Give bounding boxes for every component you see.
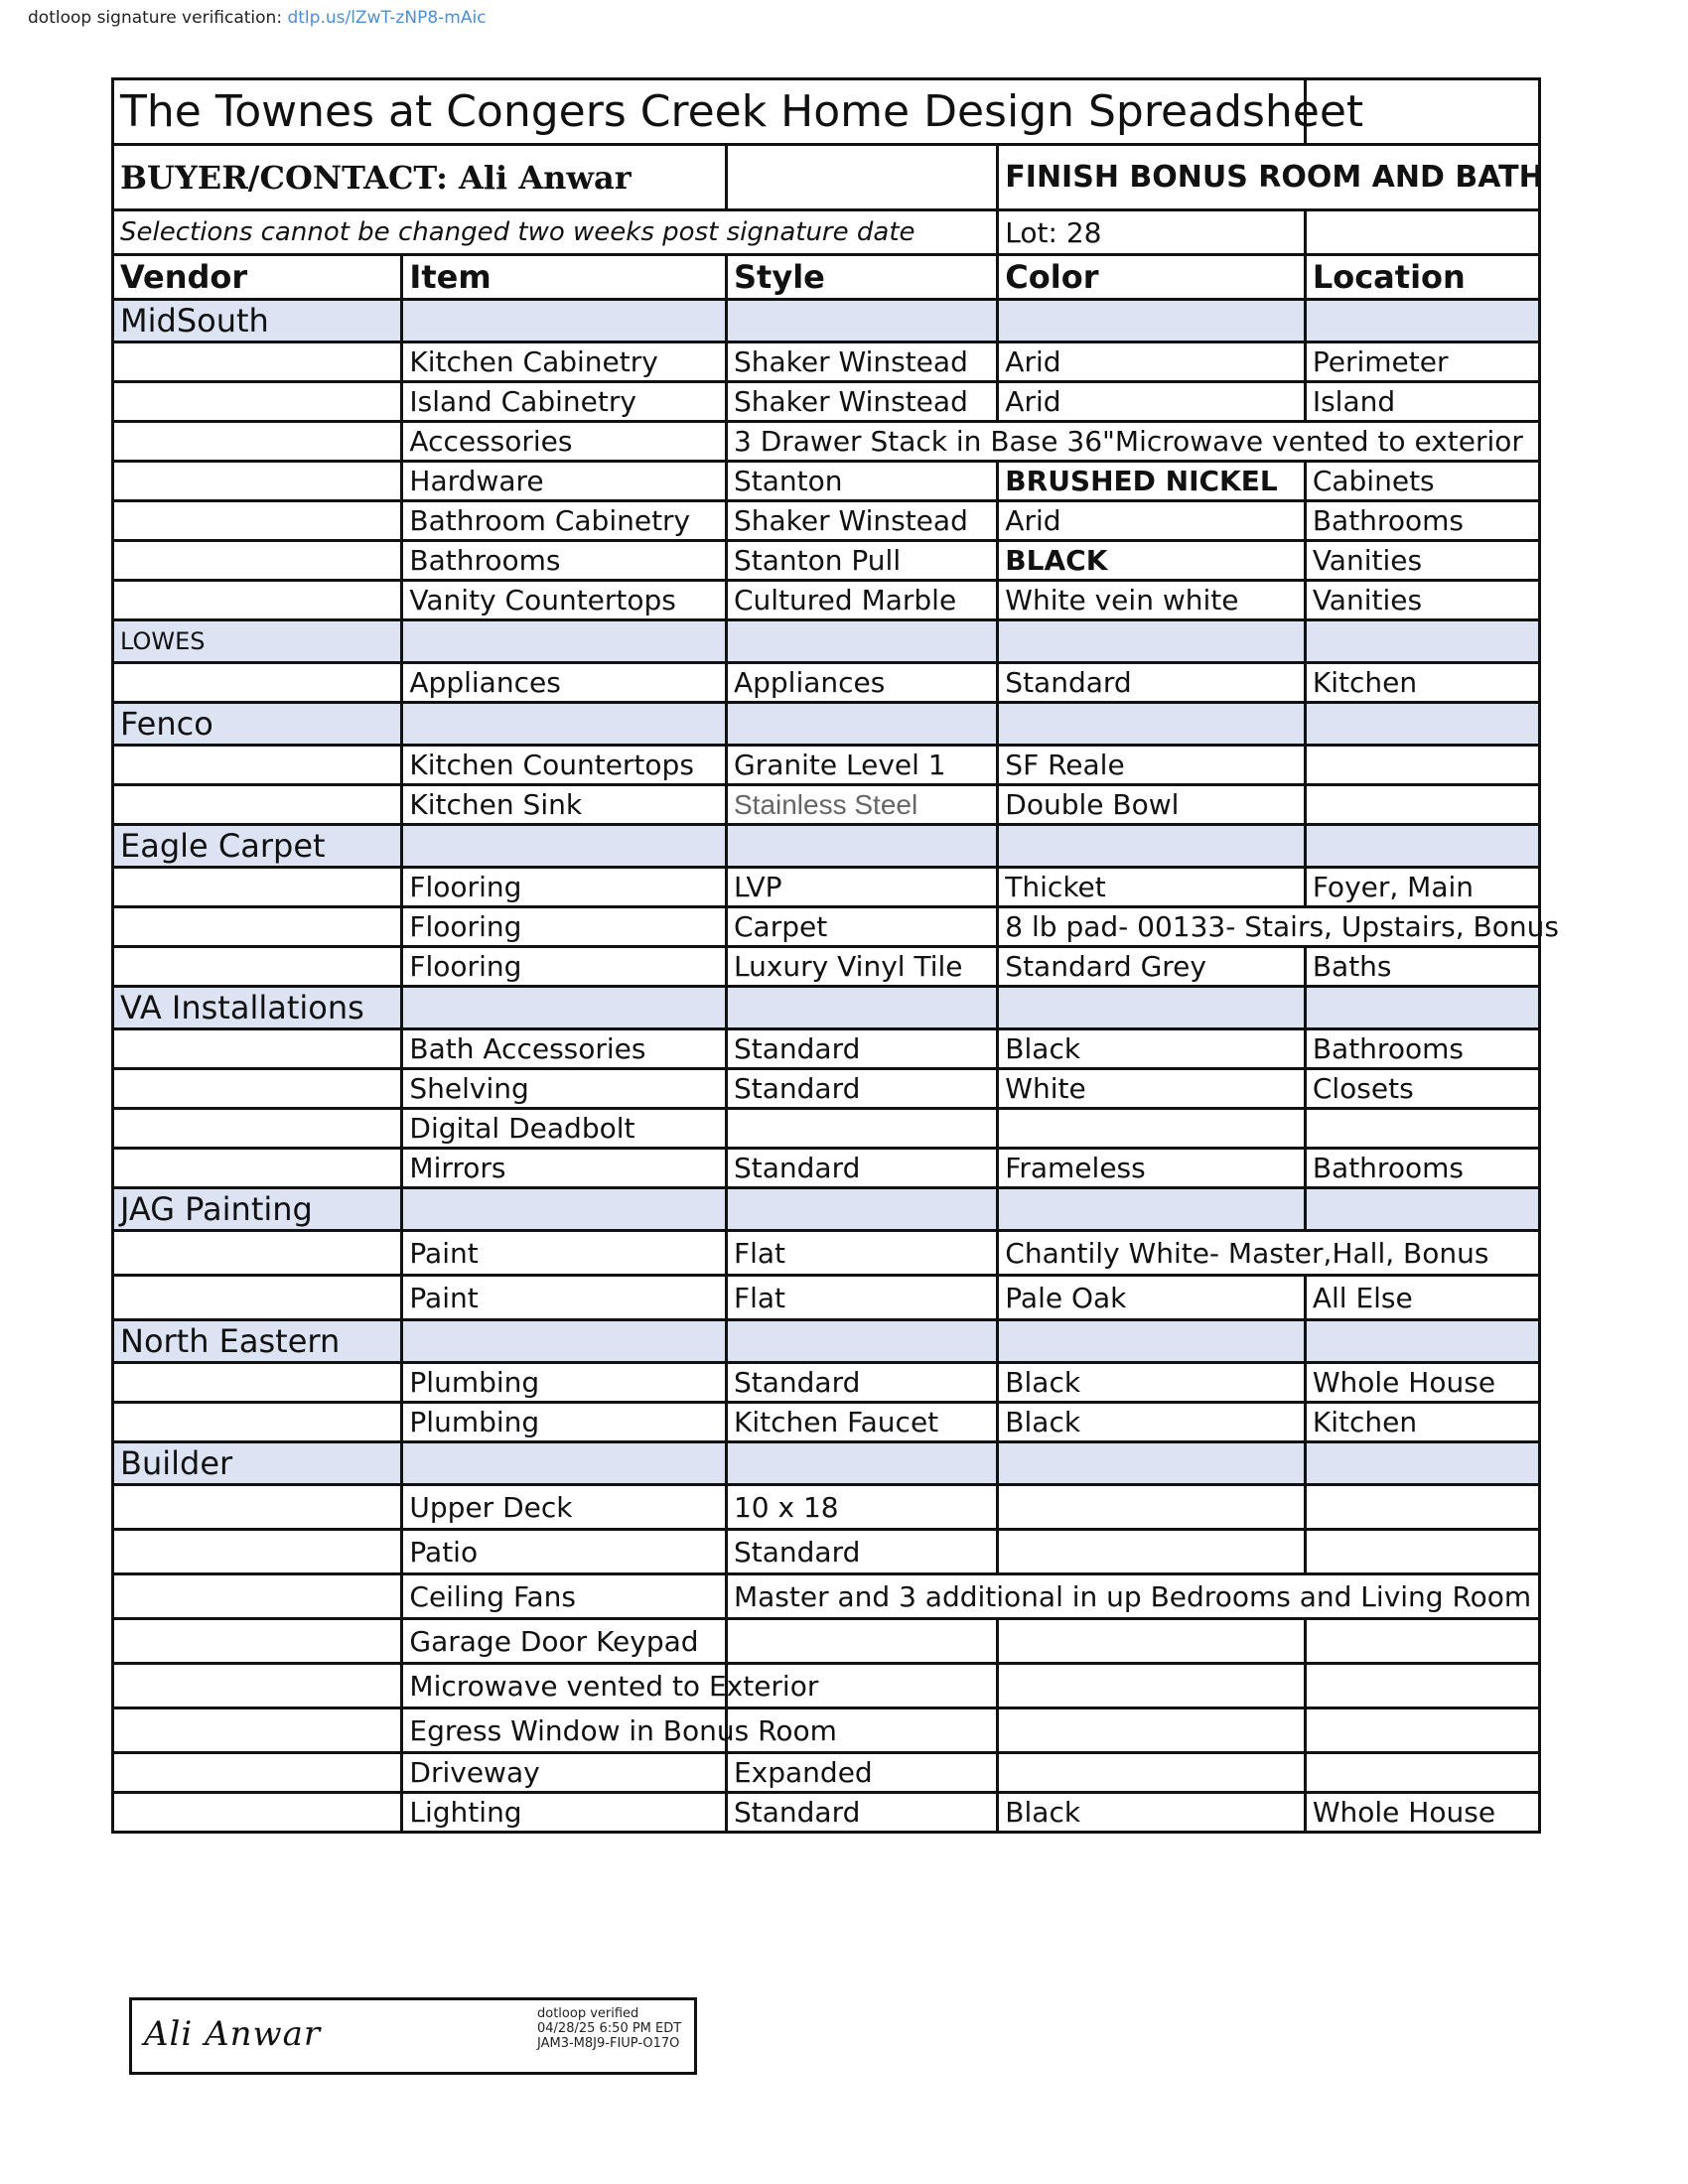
group-empty-cell	[402, 703, 727, 746]
style-cell: LVP	[726, 868, 997, 907]
item-cell: Garage Door Keypad	[402, 1619, 727, 1664]
group-empty-cell	[402, 825, 727, 868]
style-cell: Standard	[726, 1793, 997, 1833]
column-header-color: Color	[998, 255, 1306, 300]
table-row	[113, 342, 1540, 382]
group-empty-cell	[998, 987, 1306, 1029]
vendor-cell-empty	[113, 1149, 402, 1188]
color-cell: Black	[998, 1029, 1306, 1069]
table-row	[113, 501, 1540, 541]
vendor-name: VA Installations	[113, 987, 402, 1029]
table-row	[113, 422, 1540, 462]
table-row	[113, 746, 1540, 785]
vendor-group-row	[113, 620, 1540, 663]
sheet-title: The Townes at Congers Creek Home Design Spreadsheet	[113, 79, 1306, 145]
vendor-cell-empty	[113, 868, 402, 907]
table-row	[113, 947, 1540, 987]
handwritten-signature: Ali Anwar	[144, 2014, 322, 2054]
signature-verification	[28, 8, 487, 28]
column-header-location: Location	[1305, 255, 1539, 300]
item-cell: Flooring	[402, 907, 727, 947]
group-empty-cell	[402, 300, 727, 342]
item-cell: Plumbing	[402, 1363, 727, 1403]
color-cell: White vein white	[998, 581, 1306, 620]
style-cell: Flat	[726, 1276, 997, 1320]
vendor-cell-empty	[113, 1485, 402, 1530]
vendor-cell-empty	[113, 907, 402, 947]
style-cell: Granite Level 1	[726, 746, 997, 785]
location-cell	[1305, 746, 1539, 785]
package-label: FINISH BONUS ROOM AND BATH	[998, 145, 1540, 210]
item-cell: Kitchen Sink	[402, 785, 727, 825]
style-cell: Shaker Winstead	[726, 342, 997, 382]
color-cell: Double Bowl	[998, 785, 1306, 825]
location-cell	[1305, 1708, 1539, 1753]
location-cell: Island	[1305, 382, 1539, 422]
table-row	[113, 907, 1540, 947]
item-cell: Digital Deadbolt	[402, 1109, 727, 1149]
style-cell: Appliances	[726, 663, 997, 703]
table-row	[113, 663, 1540, 703]
table-row	[113, 1109, 1540, 1149]
group-empty-cell	[998, 1442, 1306, 1485]
group-empty-cell	[998, 825, 1306, 868]
group-empty-cell	[1305, 1442, 1539, 1485]
buyer-row	[113, 145, 1540, 210]
vendor-cell-empty	[113, 422, 402, 462]
signature-box	[129, 1997, 697, 2075]
group-empty-cell	[726, 300, 997, 342]
vendor-cell-empty	[113, 1363, 402, 1403]
color-cell	[998, 1619, 1306, 1664]
style-cell: Standard	[726, 1069, 997, 1109]
vendor-cell-empty	[113, 501, 402, 541]
location-cell	[1305, 1619, 1539, 1664]
style-cell: Shaker Winstead	[726, 501, 997, 541]
color-cell: Standard Grey	[998, 947, 1306, 987]
color-cell	[998, 1485, 1306, 1530]
vendor-cell-empty	[113, 382, 402, 422]
vendor-cell-empty	[113, 1069, 402, 1109]
group-empty-cell	[402, 620, 727, 663]
location-cell	[1305, 1109, 1539, 1149]
vendor-cell-empty	[113, 746, 402, 785]
group-empty-cell	[1305, 703, 1539, 746]
color-cell: BRUSHED NICKEL	[998, 462, 1306, 501]
group-empty-cell	[402, 1442, 727, 1485]
item-cell: Bathrooms	[402, 541, 727, 581]
location-cell: Closets	[1305, 1069, 1539, 1109]
color-cell	[998, 1708, 1306, 1753]
location-cell	[1305, 785, 1539, 825]
group-empty-cell	[1305, 1188, 1539, 1231]
title-row	[113, 79, 1540, 145]
color-cell: Arid	[998, 501, 1306, 541]
buyer-empty-cell	[726, 145, 997, 210]
item-cell: Ceiling Fans	[402, 1574, 727, 1619]
item-cell: Kitchen Countertops	[402, 746, 727, 785]
group-empty-cell	[726, 825, 997, 868]
vendor-group-row	[113, 1188, 1540, 1231]
vendor-name: JAG Painting	[113, 1188, 402, 1231]
color-cell	[998, 1109, 1306, 1149]
item-cell: Appliances	[402, 663, 727, 703]
verification-label: dotloop signature verification:	[28, 8, 283, 28]
item-cell: Lighting	[402, 1793, 727, 1833]
verification-link[interactable]: dtlp.us/lZwT-zNP8-mAic	[287, 8, 487, 28]
location-cell: Vanities	[1305, 541, 1539, 581]
item-cell: Upper Deck	[402, 1485, 727, 1530]
column-header-item: Item	[402, 255, 727, 300]
group-empty-cell	[998, 1188, 1306, 1231]
style-cell: Standard	[726, 1029, 997, 1069]
style-cell: Stainless Steel	[726, 785, 997, 825]
item-cell: Microwave vented to Exterior	[402, 1664, 727, 1708]
lot-number: Lot: 28	[998, 210, 1306, 255]
stamp-line-1: dotloop verified	[537, 2006, 639, 2021]
table-row	[113, 1793, 1540, 1833]
location-cell: Kitchen	[1305, 663, 1539, 703]
vendor-cell-empty	[113, 1664, 402, 1708]
style-cell	[726, 1109, 997, 1149]
selection-note: Selections cannot be changed two weeks post signature date	[113, 210, 998, 255]
style-cell: Kitchen Faucet	[726, 1403, 997, 1442]
style-cell: 10 x 18	[726, 1485, 997, 1530]
location-cell: Vanities	[1305, 581, 1539, 620]
vendor-name: Builder	[113, 1442, 402, 1485]
table-row	[113, 1403, 1540, 1442]
style-cell: Expanded	[726, 1753, 997, 1793]
color-cell: White	[998, 1069, 1306, 1109]
group-empty-cell	[998, 703, 1306, 746]
style-color-location-span-cell: Master and 3 additional in up Bedrooms and Living Room	[726, 1574, 1539, 1619]
group-empty-cell	[1305, 825, 1539, 868]
item-cell: Egress Window in Bonus Room	[402, 1708, 727, 1753]
item-cell: Accessories	[402, 422, 727, 462]
buyer-contact: BUYER/CONTACT: Ali Anwar	[113, 145, 727, 210]
table-row	[113, 1530, 1540, 1574]
item-cell: Flooring	[402, 947, 727, 987]
style-cell: Carpet	[726, 907, 997, 947]
table-row	[113, 462, 1540, 501]
note-row	[113, 210, 1540, 255]
color-cell: Black	[998, 1793, 1306, 1833]
table-row	[113, 1069, 1540, 1109]
location-cell	[1305, 1753, 1539, 1793]
table-row	[113, 1149, 1540, 1188]
table-row	[113, 1574, 1540, 1619]
column-header-vendor: Vendor	[113, 255, 402, 300]
vendor-cell-empty	[113, 1403, 402, 1442]
group-empty-cell	[1305, 987, 1539, 1029]
location-cell: Foyer, Main	[1305, 868, 1539, 907]
vendor-name: LOWES	[113, 620, 402, 663]
vendor-name: Eagle Carpet	[113, 825, 402, 868]
location-cell: Bathrooms	[1305, 1149, 1539, 1188]
group-empty-cell	[1305, 1320, 1539, 1363]
table-row	[113, 382, 1540, 422]
vendor-cell-empty	[113, 1619, 402, 1664]
group-empty-cell	[998, 300, 1306, 342]
vendor-cell-empty	[113, 581, 402, 620]
vendor-group-row	[113, 1442, 1540, 1485]
group-empty-cell	[1305, 620, 1539, 663]
vendor-name: MidSouth	[113, 300, 402, 342]
style-cell: Flat	[726, 1231, 997, 1276]
vendor-cell-empty	[113, 947, 402, 987]
style-cell: Shaker Winstead	[726, 382, 997, 422]
table-row	[113, 785, 1540, 825]
group-empty-cell	[402, 1188, 727, 1231]
vendor-cell-empty	[113, 1753, 402, 1793]
column-header-row	[113, 255, 1540, 300]
vendor-name: Fenco	[113, 703, 402, 746]
style-cell: Standard	[726, 1149, 997, 1188]
vendor-cell-empty	[113, 1109, 402, 1149]
item-cell: Vanity Countertops	[402, 581, 727, 620]
style-cell: Standard	[726, 1363, 997, 1403]
location-cell: Bathrooms	[1305, 501, 1539, 541]
location-cell	[1305, 1485, 1539, 1530]
color-cell: Black	[998, 1363, 1306, 1403]
location-cell: Bathrooms	[1305, 1029, 1539, 1069]
color-cell: BLACK	[998, 541, 1306, 581]
group-empty-cell	[726, 1188, 997, 1231]
item-cell: Kitchen Cabinetry	[402, 342, 727, 382]
group-empty-cell	[726, 703, 997, 746]
vendor-cell-empty	[113, 1231, 402, 1276]
color-cell: Frameless	[998, 1149, 1306, 1188]
group-empty-cell	[726, 620, 997, 663]
color-cell	[998, 1753, 1306, 1793]
table-row	[113, 1485, 1540, 1530]
location-cell: Baths	[1305, 947, 1539, 987]
signature-verified-stamp	[537, 2006, 681, 2051]
color-cell	[998, 1530, 1306, 1574]
style-cell: Stanton Pull	[726, 541, 997, 581]
table-row	[113, 1619, 1540, 1664]
vendor-name: North Eastern	[113, 1320, 402, 1363]
item-cell: Driveway	[402, 1753, 727, 1793]
vendor-cell-empty	[113, 1708, 402, 1753]
vendor-cell-empty	[113, 1793, 402, 1833]
vendor-cell-empty	[113, 785, 402, 825]
vendor-group-row	[113, 987, 1540, 1029]
vendor-cell-empty	[113, 1530, 402, 1574]
location-cell	[1305, 1664, 1539, 1708]
location-cell	[1305, 1530, 1539, 1574]
vendor-group-row	[113, 1320, 1540, 1363]
item-cell: Bathroom Cabinetry	[402, 501, 727, 541]
location-cell: Perimeter	[1305, 342, 1539, 382]
location-cell: Whole House	[1305, 1363, 1539, 1403]
group-empty-cell	[726, 987, 997, 1029]
item-cell: Flooring	[402, 868, 727, 907]
table-row	[113, 581, 1540, 620]
color-cell: SF Reale	[998, 746, 1306, 785]
vendor-cell-empty	[113, 541, 402, 581]
table-row	[113, 1753, 1540, 1793]
color-cell	[998, 1664, 1306, 1708]
vendor-group-row	[113, 300, 1540, 342]
vendor-cell-empty	[113, 1276, 402, 1320]
group-empty-cell	[726, 1320, 997, 1363]
item-cell: Patio	[402, 1530, 727, 1574]
group-empty-cell	[402, 987, 727, 1029]
stamp-line-2: 04/28/25 6:50 PM EDT	[537, 2021, 682, 2036]
table-row	[113, 1708, 1540, 1753]
style-cell: Cultured Marble	[726, 581, 997, 620]
color-cell: Arid	[998, 342, 1306, 382]
vendor-cell-empty	[113, 1574, 402, 1619]
color-cell: Thicket	[998, 868, 1306, 907]
table-row	[113, 1363, 1540, 1403]
vendor-group-row	[113, 825, 1540, 868]
vendor-cell-empty	[113, 462, 402, 501]
style-color-location-span-cell: 3 Drawer Stack in Base 36"Microwave vented to exterior	[726, 422, 1539, 462]
color-cell: Black	[998, 1403, 1306, 1442]
item-cell: Island Cabinetry	[402, 382, 727, 422]
location-cell: Kitchen	[1305, 1403, 1539, 1442]
group-empty-cell	[998, 1320, 1306, 1363]
group-empty-cell	[998, 620, 1306, 663]
item-cell: Paint	[402, 1231, 727, 1276]
lot-empty-cell	[1305, 210, 1539, 255]
style-cell: Stanton	[726, 462, 997, 501]
vendor-cell-empty	[113, 342, 402, 382]
group-empty-cell	[1305, 300, 1539, 342]
design-spreadsheet	[111, 77, 1559, 1834]
vendor-cell-empty	[113, 663, 402, 703]
group-empty-cell	[726, 1442, 997, 1485]
table-row	[113, 1664, 1540, 1708]
vendor-group-row	[113, 703, 1540, 746]
vendor-cell-empty	[113, 1029, 402, 1069]
column-header-style: Style	[726, 255, 997, 300]
color-cell: Arid	[998, 382, 1306, 422]
item-cell: Paint	[402, 1276, 727, 1320]
item-cell: Mirrors	[402, 1149, 727, 1188]
item-cell: Plumbing	[402, 1403, 727, 1442]
color-cell: Standard	[998, 663, 1306, 703]
item-cell: Shelving	[402, 1069, 727, 1109]
table-row	[113, 1029, 1540, 1069]
style-cell: Standard	[726, 1530, 997, 1574]
table-row	[113, 1276, 1540, 1320]
color-location-span-cell: 8 lb pad- 00133- Stairs, Upstairs, Bonus	[998, 907, 1540, 947]
color-location-span-cell: Chantily White- Master,Hall, Bonus	[998, 1231, 1540, 1276]
style-cell	[726, 1619, 997, 1664]
table-row	[113, 868, 1540, 907]
style-cell: Luxury Vinyl Tile	[726, 947, 997, 987]
location-cell: Cabinets	[1305, 462, 1539, 501]
group-empty-cell	[402, 1320, 727, 1363]
location-cell: All Else	[1305, 1276, 1539, 1320]
color-cell: Pale Oak	[998, 1276, 1306, 1320]
table-row	[113, 1231, 1540, 1276]
location-cell: Whole House	[1305, 1793, 1539, 1833]
item-cell: Hardware	[402, 462, 727, 501]
stamp-line-3: JAM3-M8J9-FIUP-O17O	[537, 2036, 680, 2051]
table-row	[113, 541, 1540, 581]
item-cell: Bath Accessories	[402, 1029, 727, 1069]
